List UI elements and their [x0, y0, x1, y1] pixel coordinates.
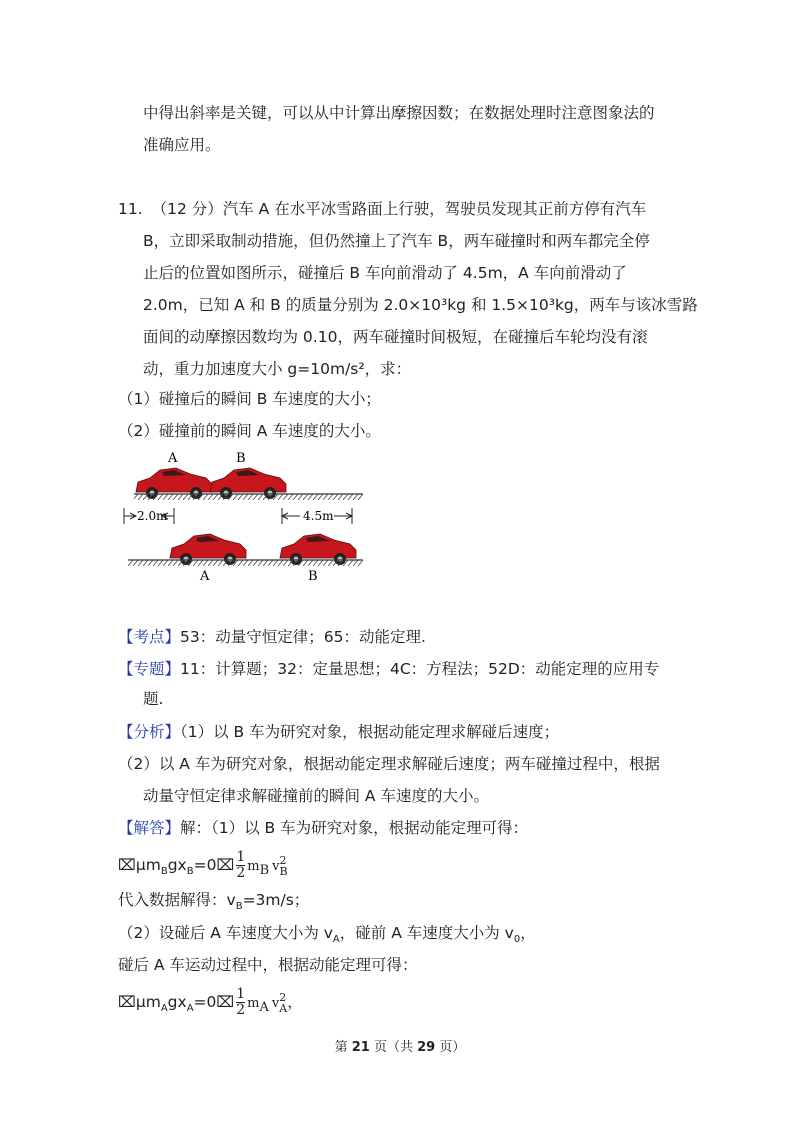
problem-line-6: [143, 358, 411, 380]
eq1-frac-num: 1: [236, 849, 246, 865]
problem-line-3: 止后的位置如图所示，碰撞后 B 车向前滑动了 4.5m，A 车向前滑动了: [143, 264, 627, 282]
problem-number: 11.: [118, 200, 143, 218]
dim-a-arrow-left: [124, 513, 136, 519]
question-1: （1）碰撞后的瞬间 B 车速度的大小；: [118, 390, 381, 408]
footer-total-pages: 29: [417, 1040, 436, 1055]
eq1-vsub: B: [279, 864, 288, 878]
intro-line-2: 准确应用。: [143, 136, 221, 154]
eq2-vsub: A: [279, 1001, 288, 1015]
jieda-text: 解：（1）以 B 车为研究对象，根据动能定理可得：: [180, 819, 529, 837]
problem-line-4: [143, 294, 698, 316]
road-top-hatch: [134, 494, 363, 500]
zhuanti-line: [118, 658, 659, 680]
page-footer: [0, 1036, 800, 1055]
kaodian-text: 53：动量守恒定律；65：动能定理.: [180, 628, 426, 646]
eq1-vsup: 2: [279, 853, 287, 867]
eq1-eq: =0⌧: [193, 856, 235, 874]
part2-sub2: 0: [513, 934, 521, 946]
question-2: （2）碰撞前的瞬间 A 车速度的大小。: [118, 422, 381, 440]
eq2-vsup: 2: [279, 990, 287, 1004]
eq1-mid: gx: [167, 856, 187, 874]
road-bottom-hatch: [128, 560, 363, 566]
eq2-mid: gx: [167, 993, 187, 1011]
result-vb-sub: B: [235, 901, 243, 913]
problem-line-6b: ²，求：: [358, 360, 412, 378]
part2-sub: A: [332, 934, 340, 946]
eq2-msub: A: [259, 1000, 269, 1016]
dim-b-arrow-right: [334, 513, 352, 519]
problem-line-1: （12 分）汽车 A 在水平冰雪路面上行驶，驾驶员发现其正前方停有汽车: [151, 200, 647, 218]
zhuanti-tag: 【专题】: [118, 660, 181, 678]
footer-pre: 第: [334, 1040, 352, 1055]
problem-line-4c: ³kg，两车与该冰雪路: [548, 296, 698, 314]
jieda-tag: 【解答】: [118, 819, 181, 837]
problem-block: [118, 198, 646, 220]
kaodian-line: [118, 626, 426, 648]
eq1-sub2: B: [186, 866, 194, 878]
problem-line-4b: ³kg 和 1.5×10: [440, 296, 549, 314]
after-collision-text: 碰后 A 车运动过程中，根据动能定理可得：: [118, 956, 418, 974]
part2-end: ，: [520, 924, 536, 942]
eq1-v: v: [272, 859, 280, 874]
problem-line-4a: 2.0m，已知 A 和 B 的质量分别为 2.0×10: [143, 296, 441, 314]
top-label-b: B: [236, 451, 246, 466]
eq2-fraction: [236, 987, 245, 1018]
footer-post: 页）: [435, 1040, 466, 1055]
eq1-sub1: B: [160, 866, 168, 878]
footer-page-number: 21: [351, 1040, 370, 1055]
eq2-left: ⌧μm: [118, 993, 161, 1011]
fenxi-text: （1）以 B 车为研究对象，根据动能定理求解碰后速度；: [180, 723, 560, 741]
top-label-a: A: [168, 451, 178, 466]
eq1-left: ⌧μm: [118, 856, 161, 874]
dist-b-label: 4.5m: [303, 509, 334, 523]
eq2-frac-num: 1: [236, 986, 246, 1002]
result-vb-post: =3m/s；: [242, 891, 310, 909]
equation-2: [118, 985, 303, 1021]
zhuanti-text: 11：计算题；32：定量思想；4C：方程法；52D：动能定理的应用专: [180, 660, 660, 678]
bottom-label-a: A: [200, 569, 210, 584]
eq1-msub: B: [259, 863, 270, 879]
collision-figure: [118, 446, 368, 586]
dim-b-arrow-left: [282, 513, 300, 519]
dist-a-label: 2.0m: [137, 509, 168, 523]
zhuanti-line-2: 题.: [143, 690, 164, 708]
part2-pre: （2）设碰后 A 车速度大小为 v: [118, 924, 333, 942]
eq1-v-scripts: [279, 855, 287, 877]
fenxi-line: [118, 721, 559, 743]
eq1-fraction: [236, 850, 245, 881]
problem-line-5: 面间的动摩擦因数均为 0.10，两车碰撞时间极短，在碰撞后车轮均没有滚: [143, 328, 648, 346]
footer-mid: 页（共: [369, 1040, 418, 1055]
eq2-sub1: A: [160, 1003, 168, 1015]
eq2-frac-den: 2: [236, 1002, 246, 1018]
result-vb-pre: 代入数据解得：v: [118, 891, 236, 909]
fenxi-tag: 【分析】: [118, 723, 181, 741]
problem-line-2: B，立即采取制动措施，但仍然撞上了汽车 B，两车碰撞时和两车都完全停: [143, 232, 650, 250]
equation-1: [118, 848, 288, 884]
result-vb: [118, 889, 309, 911]
eq2-eq: =0⌧: [193, 993, 235, 1011]
eq2-v: v: [271, 996, 280, 1011]
fenxi-line-2: （2）以 A 车为研究对象，根据动能定理求解碰后速度；两车碰撞过程中，根据: [118, 755, 660, 773]
part2-mid: ，碰前 A 车速度大小为 v: [339, 924, 514, 942]
jieda-line: [118, 817, 528, 839]
kaodian-tag: 【考点】: [118, 628, 181, 646]
eq1-frac-den: 2: [236, 865, 246, 881]
eq2-m: m: [247, 996, 260, 1011]
part2-setup: [118, 922, 536, 944]
eq1-m: m: [247, 859, 260, 874]
eq2-v-scripts: [279, 992, 287, 1014]
bottom-label-b: B: [308, 569, 318, 584]
problem-line-6a: 动，重力加速度大小 g=10m/s: [143, 360, 359, 378]
fenxi-line-3: 动量守恒定律求解碰撞前的瞬间 A 车速度的大小。: [143, 787, 489, 805]
intro-line-1: 中得出斜率是关键，可以从中计算出摩擦因数；在数据处理时注意图象法的: [143, 104, 655, 122]
eq2-end: ，: [287, 993, 303, 1011]
eq2-sub2: A: [186, 1003, 194, 1015]
